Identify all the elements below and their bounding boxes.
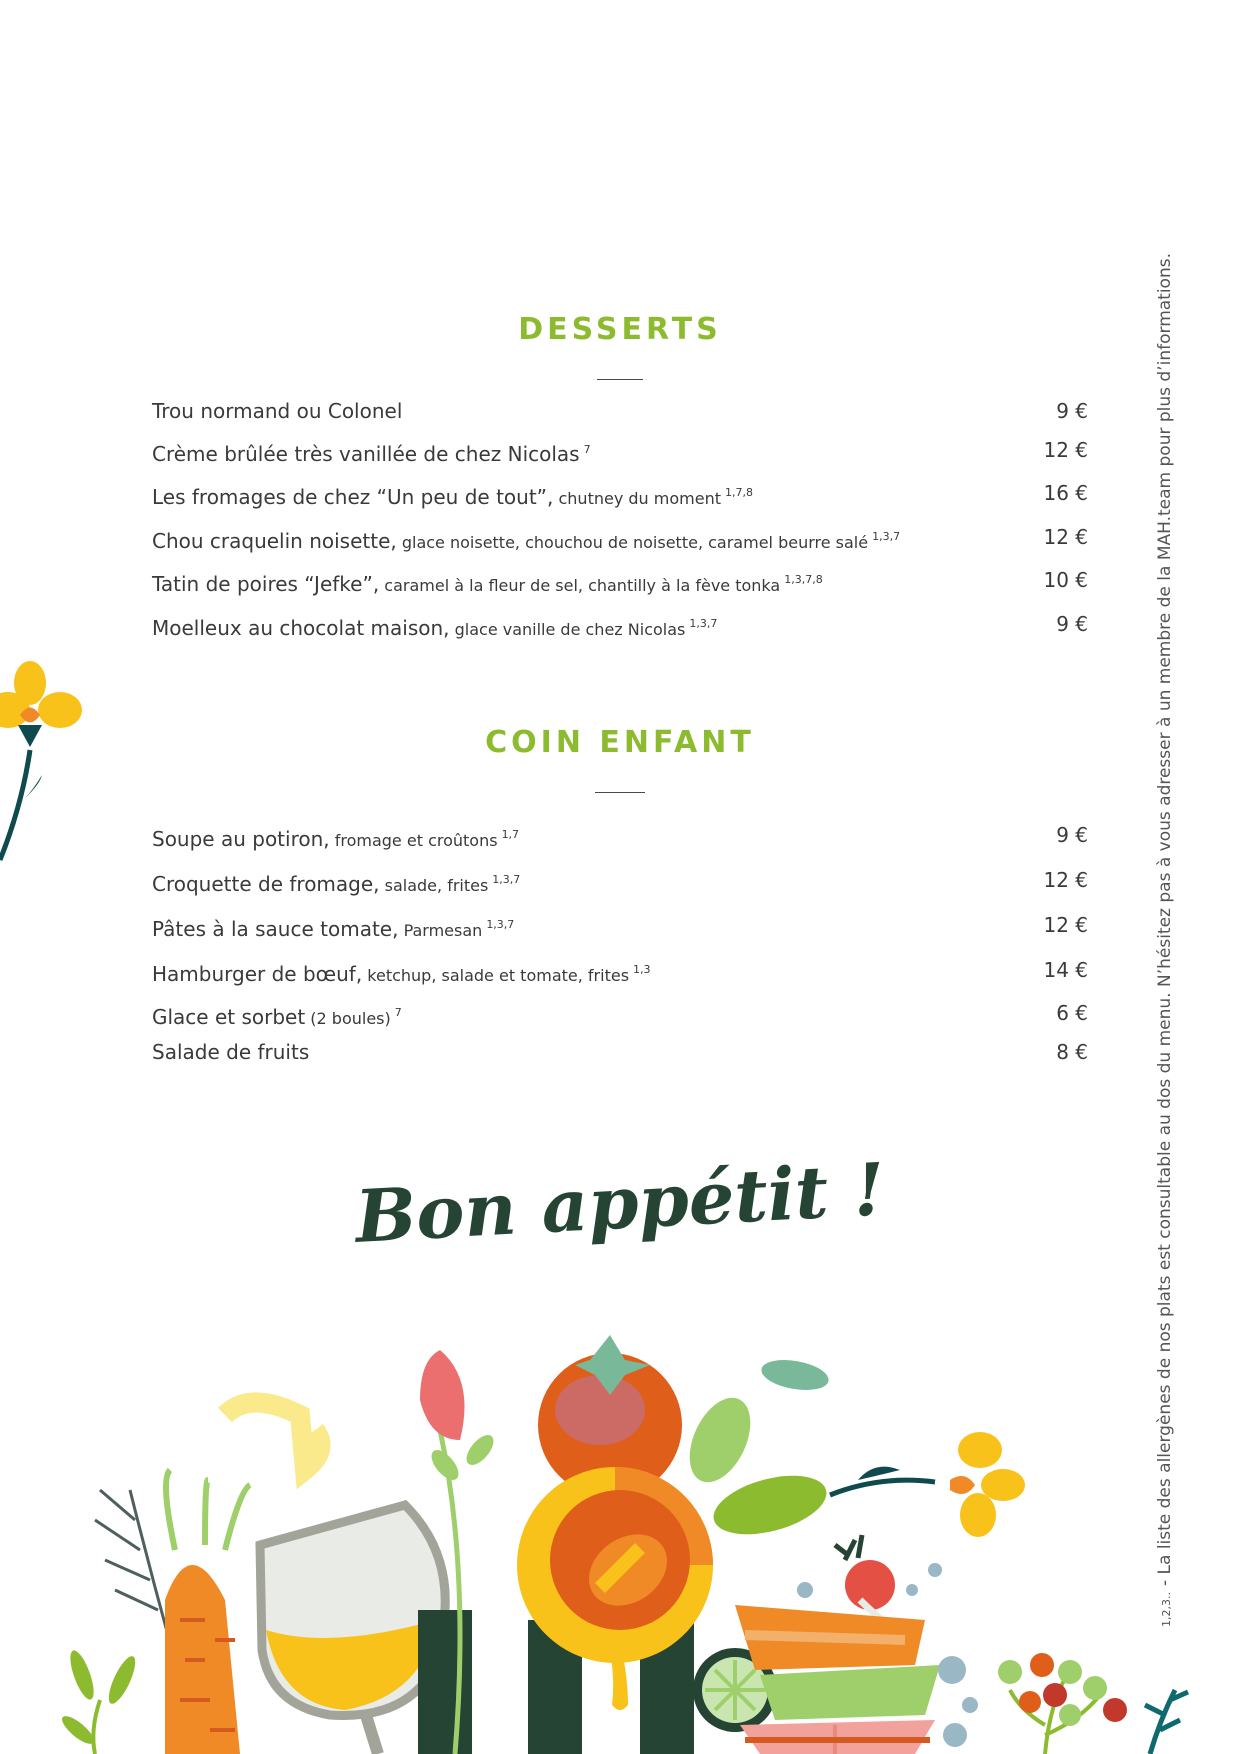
item-price: 12 € xyxy=(1043,525,1088,549)
list-item xyxy=(152,955,1088,985)
item-price: 9 € xyxy=(1056,612,1088,636)
item-name: Tatin de poires “Jefke”, xyxy=(152,572,380,596)
yellow-flower-icon xyxy=(830,1432,1025,1537)
allergen-note: 7 xyxy=(583,443,591,456)
list-item xyxy=(152,998,1088,1028)
allergen-note: 1,3,7 xyxy=(689,617,718,630)
item-description: caramel à la fleur de sel, chantilly à la fève tonka xyxy=(384,576,781,595)
list-item xyxy=(152,820,1088,850)
list-item xyxy=(152,396,1088,426)
herb-sprig-icon xyxy=(58,1490,172,1754)
bowls-icon xyxy=(735,1605,940,1754)
list-item xyxy=(152,435,1088,465)
list-item xyxy=(152,522,1088,552)
item-description: salade, frites xyxy=(384,876,489,895)
item-price: 9 € xyxy=(1056,399,1088,423)
desserts-title: DESSERTS xyxy=(518,312,722,347)
allergen-note: 7 xyxy=(394,1006,402,1019)
coin-enfant-divider xyxy=(595,792,645,793)
allergen-note: 1,7 xyxy=(501,828,520,841)
item-name: Chou craquelin noisette, xyxy=(152,529,397,553)
item-description: chutney du moment xyxy=(558,489,721,508)
list-item xyxy=(152,1037,1088,1067)
item-price: 9 € xyxy=(1056,823,1088,847)
item-name: Glace et sorbet xyxy=(152,1005,306,1029)
yellow-flower-icon xyxy=(0,655,90,865)
allergen-note: 1,7,8 xyxy=(724,486,753,499)
item-name: Pâtes à la sauce tomate, xyxy=(152,917,399,941)
allergen-note: 1,3,7,8 xyxy=(784,573,823,586)
item-name: Les fromages de chez “Un peu de tout”, xyxy=(152,485,554,509)
item-price: 14 € xyxy=(1043,958,1088,982)
item-price: 12 € xyxy=(1043,438,1088,462)
item-name: Croquette de fromage, xyxy=(152,872,380,896)
desserts-divider xyxy=(597,379,643,380)
allergen-note: 1,3,7 xyxy=(492,873,521,886)
vegetable-illustration xyxy=(0,1320,1240,1754)
allergen-note-text: - La liste des allergènes de nos plats est consultable au dos du menu. N’hésitez pas à vous adresser à un membre de la MAH.team pour plus d’informations. xyxy=(1155,253,1175,1587)
item-price: 10 € xyxy=(1043,568,1088,592)
allergen-note: 1,3 xyxy=(633,963,651,976)
list-item xyxy=(152,865,1088,895)
item-description: glace noisette, chouchou de noisette, caramel beurre salé xyxy=(401,533,869,552)
item-price: 16 € xyxy=(1043,481,1088,505)
item-description: glace vanille de chez Nicolas xyxy=(454,620,686,639)
item-description: (2 boules) xyxy=(310,1009,391,1028)
bon-appetit-heading: Bon appétit ! xyxy=(353,1146,887,1259)
berries-icon xyxy=(998,1653,1127,1754)
item-price: 6 € xyxy=(1056,1001,1088,1025)
list-item xyxy=(152,565,1088,595)
item-price: 12 € xyxy=(1043,913,1088,937)
allergen-note: 1,3,7 xyxy=(486,918,515,931)
list-item xyxy=(152,609,1088,639)
item-name: Soupe au potiron, xyxy=(152,827,330,851)
item-name: Crème brûlée très vanillée de chez Nicolas xyxy=(152,442,580,466)
item-description: Parmesan xyxy=(403,921,483,940)
item-name: Salade de fruits xyxy=(152,1040,310,1064)
item-name: Trou normand ou Colonel xyxy=(152,399,403,423)
list-item xyxy=(152,478,1088,508)
item-name: Moelleux au chocolat maison, xyxy=(152,616,450,640)
item-price: 8 € xyxy=(1056,1040,1088,1064)
carrot-icon xyxy=(165,1470,250,1754)
item-price: 12 € xyxy=(1043,868,1088,892)
allergen-marker: 1,2,3.. xyxy=(1160,1592,1173,1627)
item-description: ketchup, salade et tomate, frites xyxy=(367,966,630,985)
list-item xyxy=(152,910,1088,940)
coin-enfant-title: COIN ENFANT xyxy=(485,725,755,760)
item-name: Hamburger de bœuf, xyxy=(152,962,363,986)
wine-glass-icon xyxy=(225,1403,445,1754)
item-description: fromage et croûtons xyxy=(334,831,498,850)
allergen-note: 1,3,7 xyxy=(872,530,901,543)
